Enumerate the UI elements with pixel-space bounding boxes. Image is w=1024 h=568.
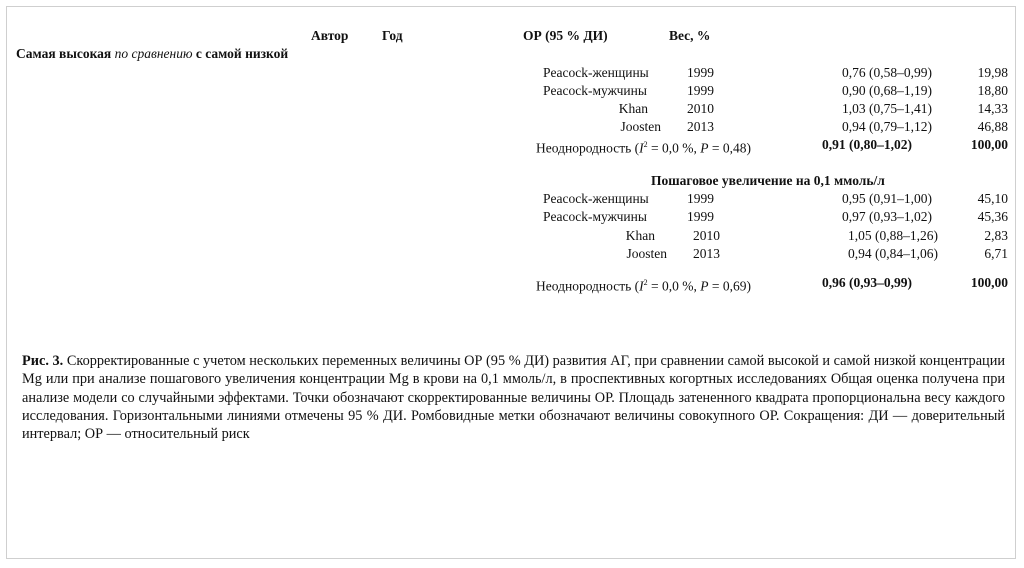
row-rr: 1,05 (0,88–1,26): [848, 228, 938, 243]
heterogeneity-weight: 100,00: [970, 137, 1008, 152]
row-rr: 0,94 (0,79–1,12): [842, 119, 932, 134]
row-weight: 6,71: [984, 246, 1008, 261]
row-rr: 0,97 (0,93–1,02): [842, 209, 932, 224]
row-year: 1999: [687, 65, 714, 80]
row-author: Peacock-мужчины: [543, 83, 647, 98]
row-rr: 0,95 (0,91–1,00): [842, 191, 932, 206]
section1-title-italic: по сравнению: [114, 46, 193, 61]
heterogeneity-rr: 0,96 (0,93–0,99): [822, 275, 912, 290]
header-author: Автор: [311, 28, 349, 43]
figure-caption: [22, 352, 1005, 443]
row-year: 2013: [687, 119, 714, 134]
heterogeneity-label: Неоднородность ($I^2 = 0,0$ %, P = 0,48): [536, 140, 751, 156]
row-weight: 14,33: [977, 101, 1008, 116]
row-year: 2010: [687, 101, 714, 116]
header-rr: ОР (95 % ДИ): [523, 28, 608, 43]
row-rr: 0,94 (0,84–1,06): [848, 246, 938, 261]
section1-title-bold-2: с самой низкой: [195, 46, 289, 61]
header-year: Год: [382, 28, 403, 43]
header-weight: Вес, %: [669, 28, 711, 43]
heterogeneity-label: Неоднородность ($I^2 = 0,0$ %, P = 0,69): [536, 278, 751, 294]
row-weight: 18,80: [977, 83, 1008, 98]
section2-title: Пошаговое увеличение на 0,1 ммоль/л: [651, 173, 885, 188]
section1-title: [16, 46, 288, 62]
row-year: 2013: [693, 246, 720, 261]
section1-title-bold-1: Самая высокая: [16, 46, 112, 61]
row-year: 1999: [687, 209, 714, 224]
row-author: Peacock-женщины: [543, 65, 649, 80]
row-author: Joosten: [620, 119, 661, 134]
row-rr: 0,76 (0,58–0,99): [842, 65, 932, 80]
row-author: Peacock-женщины: [543, 191, 649, 206]
row-rr: 0,90 (0,68–1,19): [842, 83, 932, 98]
row-author: Peacock-мужчины: [543, 209, 647, 224]
row-year: 1999: [687, 83, 714, 98]
caption-label: Рис. 3.: [22, 353, 64, 369]
row-weight: 45,36: [977, 209, 1008, 224]
row-weight: 45,10: [977, 191, 1008, 206]
row-author: Joosten: [626, 246, 667, 261]
row-author: Khan: [618, 101, 648, 116]
row-year: 2010: [693, 228, 720, 243]
row-weight: 46,88: [977, 119, 1008, 134]
row-author: Khan: [625, 228, 655, 243]
row-year: 1999: [687, 191, 714, 206]
row-weight: 19,98: [977, 65, 1008, 80]
row-rr: 1,03 (0,75–1,41): [842, 101, 932, 116]
heterogeneity-rr: 0,91 (0,80–1,02): [822, 137, 912, 152]
heterogeneity-weight: 100,00: [970, 275, 1008, 290]
caption-text: Скорректированные с учетом нескольких переменных величины ОР (95 % ДИ) развития АГ, при сравнении самой высокой и самой низкой концентрации Mg или при анализе пошагового увеличения концентрации Mg в крови на 0,1 ммоль/л, в проспективных когортных исследованиях Общая оценка получена при анализе модели со случайными эффектами. Точки обозначают скорректированные величины ОР. Площадь затененного квадрата пропорциональна весу каждого исследования. Горизонтальными линиями отмечены 95 % ДИ. Ромбовидные метки обозначают величины совокупного ОР. Сокращения: ДИ — доверительный интервал; ОР — относительный риск: [22, 353, 1006, 443]
row-weight: 2,83: [984, 228, 1008, 243]
